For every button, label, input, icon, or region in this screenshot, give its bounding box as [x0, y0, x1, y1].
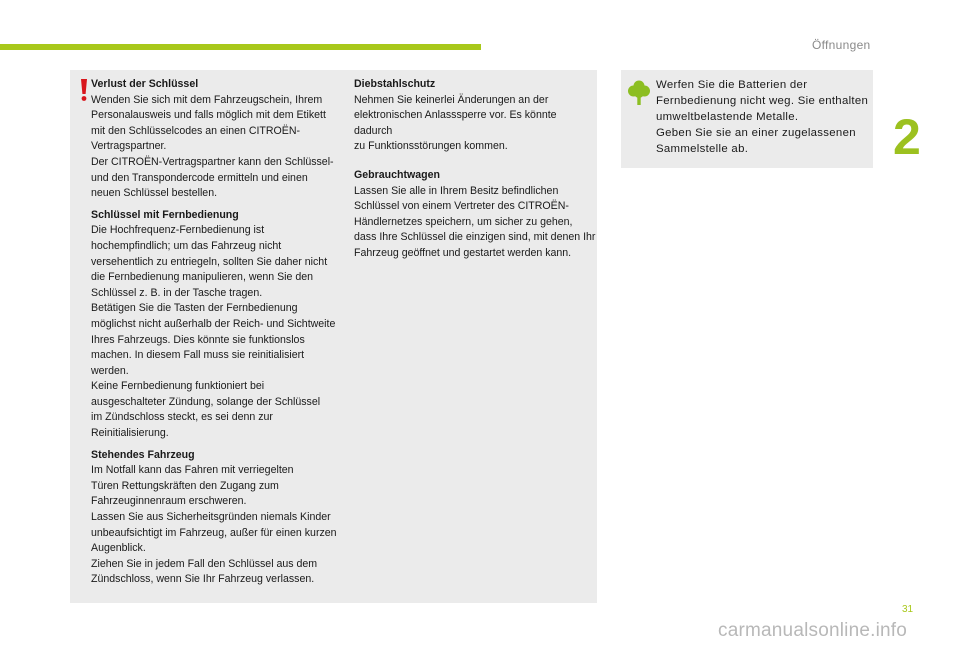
paragraph-line: Wenden Sie sich mit dem Fahrzeugschein, Ihrem: [91, 93, 323, 106]
watermark: carmanualsonline.info: [718, 620, 908, 641]
paragraph-line: versehentlich zu entriegeln, sollten Sie daher nicht: [91, 255, 328, 268]
paragraph: [354, 77, 596, 155]
eco-line: Geben Sie sie an einer zugelassenen: [656, 127, 856, 139]
paragraph-heading: Diebstahlschutz: [354, 78, 436, 90]
paragraph: [354, 168, 596, 262]
paragraph-line: Der CITROËN-Vertragspartner kann den Schlüssel-: [91, 155, 334, 168]
paragraph-line: Die Hochfrequenz-Fernbedienung ist: [91, 224, 265, 237]
paragraph-line: Keine Fernbedienung funktioniert bei: [91, 380, 265, 393]
eco-line: umweltbelastende Metalle.: [656, 111, 799, 123]
paragraph-line: Nehmen Sie keinerlei Änderungen an der: [354, 93, 549, 106]
paragraph-heading: Gebrauchtwagen: [354, 168, 440, 181]
paragraph-line: und den Transpondercode ermitteln und einen: [91, 171, 308, 184]
paragraph-line: Augenblick.: [91, 542, 146, 555]
paragraph-line: Schlüssel z. B. in der Tasche tragen.: [91, 286, 263, 299]
paragraph: [91, 448, 341, 588]
paragraph-line: Vertragspartner.: [91, 140, 167, 153]
eco-text: [656, 77, 870, 157]
paragraph-line: Fahrzeuginnenraum erschweren.: [91, 495, 247, 508]
paragraph-line: Im Notfall kann das Fahren mit verriegelten: [91, 464, 294, 477]
paragraph-heading: Stehendes Fahrzeug: [91, 448, 195, 461]
paragraph-line: dass Ihre Schlüssel die einzigen sind, mit denen Ihr: [354, 231, 596, 244]
warning-column-right: [354, 77, 596, 275]
paragraph-line: unbeaufsichtigt im Fahrzeug, außer für einen kurzen: [91, 526, 337, 539]
paragraph-line: Ihres Fahrzeugs. Dies könnte sie funktionslos: [91, 333, 305, 346]
paragraph-line: werden.: [91, 364, 129, 377]
paragraph-line: Betätigen Sie die Tasten der Fernbedienung: [91, 302, 298, 315]
paragraph-line: Fahrzeug geöffnet und gestartet werden kann.: [354, 246, 572, 259]
eco-line: Werfen Sie die Batterien der: [656, 79, 808, 91]
exclamation-icon: [78, 78, 90, 102]
section-title: Öffnungen: [812, 38, 871, 52]
header-accent-bar: [0, 44, 481, 50]
paragraph-line: Türen Rettungskräften den Zugang zum: [91, 479, 279, 492]
paragraph-line: Händlernetzes speichern, um sicher zu gehen,: [354, 215, 573, 228]
page-number: 31: [902, 604, 914, 615]
paragraph-line: hochempfindlich; um das Fahrzeug nicht: [91, 239, 282, 252]
paragraph-line: im Zündschloss steckt, es sei denn zur: [91, 411, 273, 424]
eco-line: Fernbedienung nicht weg. Sie enthalten: [656, 95, 869, 107]
paragraph-line: Lassen Sie alle in Ihrem Besitz befindlichen: [354, 184, 559, 197]
paragraph: [91, 208, 341, 442]
paragraph-line: ausgeschalteter Zündung, solange der Schlüssel: [91, 395, 321, 408]
warning-column-left: [91, 77, 341, 594]
paragraph: [91, 77, 341, 202]
paragraph-line: neuen Schlüssel bestellen.: [91, 187, 218, 200]
paragraph-line: die Fernbedienung manipulieren, wenn Sie den: [91, 271, 314, 284]
eco-line: Sammelstelle ab.: [656, 143, 749, 155]
paragraph-heading: Verlust der Schlüssel: [91, 78, 199, 90]
chapter-number: 2: [893, 109, 921, 165]
paragraph-line: Schlüssel von einem Vertreter des CITROËN-: [354, 200, 569, 213]
paragraph-line: machen. In diesem Fall muss sie reinitialisiert: [91, 349, 305, 362]
paragraph-line: mit den Schlüsselcodes an einen CITROËN-: [91, 124, 301, 137]
paragraph-line: Zündschloss, wenn Sie Ihr Fahrzeug verlassen.: [91, 573, 315, 586]
paragraph-line: zu Funktionsstörungen kommen.: [354, 140, 508, 153]
paragraph-line: Personalausweis und falls möglich mit dem Etikett: [91, 109, 326, 122]
tree-icon: [628, 80, 650, 106]
paragraph-line: möglichst nicht außerhalb der Reich- und Sichtweite: [91, 317, 336, 330]
paragraph-line: elektronischen Anlasssperre vor. Es könnte dadurch: [354, 109, 557, 137]
paragraph-line: Reinitialisierung.: [91, 427, 169, 440]
paragraph-line: Ziehen Sie in jedem Fall den Schlüssel aus dem: [91, 557, 318, 570]
paragraph-line: Lassen Sie aus Sicherheitsgründen niemals Kinder: [91, 511, 331, 524]
paragraph-heading: Schlüssel mit Fernbedienung: [91, 208, 239, 221]
